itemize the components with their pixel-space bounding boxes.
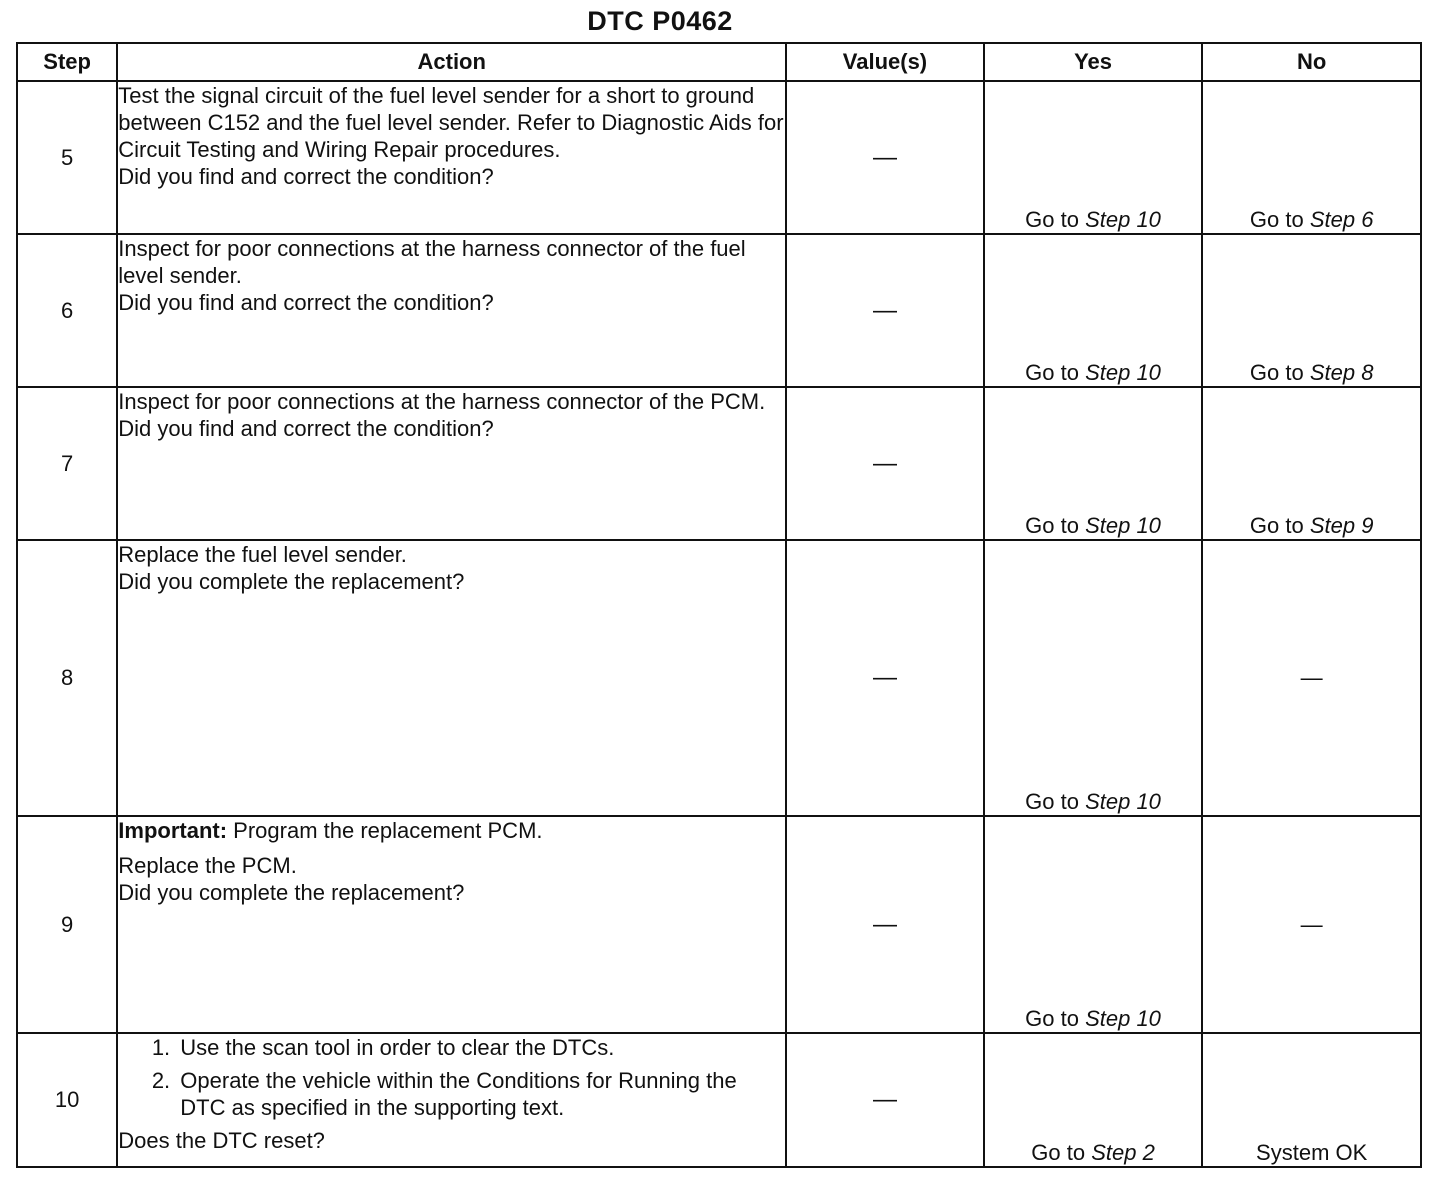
go-to-label: Go to <box>1025 789 1079 814</box>
action-text: Inspect for poor connections at the harness connector of the PCM. <box>118 389 766 414</box>
action-question: Did you find and correct the condition? <box>118 164 494 189</box>
table-row <box>17 816 1421 1033</box>
yes-cell <box>984 1033 1203 1167</box>
no-cell <box>1202 234 1421 387</box>
no-step-link: Step 8 <box>1309 360 1374 385</box>
table-row <box>17 1033 1421 1167</box>
no-cell <box>1202 81 1421 234</box>
step-number: 9 <box>17 816 117 1033</box>
action-text: Inspect for poor connections at the harness connector of the fuel level sender. <box>118 236 746 288</box>
action-question: Did you find and correct the condition? <box>118 416 494 441</box>
value-cell: — <box>786 234 984 387</box>
action-cell <box>117 1033 786 1167</box>
header-yes: Yes <box>984 43 1203 81</box>
yes-step-link: Step 10 <box>1085 789 1161 814</box>
table-row <box>17 387 1421 540</box>
step-number: 10 <box>17 1033 117 1167</box>
no-cell: — <box>1202 540 1421 816</box>
yes-cell <box>984 387 1203 540</box>
step-number: 6 <box>17 234 117 387</box>
no-step-link: Step 6 <box>1309 207 1374 232</box>
go-to-label: Go to <box>1025 360 1079 385</box>
header-no: No <box>1202 43 1421 81</box>
value-cell: — <box>786 387 984 540</box>
go-to-label: Go to <box>1025 207 1079 232</box>
action-question: Did you complete the replacement? <box>118 880 465 905</box>
go-to-label: Go to <box>1025 513 1079 538</box>
action-question: Did you find and correct the condition? <box>118 290 494 315</box>
value-cell: — <box>786 540 984 816</box>
action-cell <box>117 234 786 387</box>
list-item: 2. Operate the vehicle within the Conditions for Running the DTC as specified in the supporting text. <box>176 1067 785 1121</box>
action-question: Did you complete the replacement? <box>118 569 465 594</box>
yes-step-link: Step 10 <box>1085 513 1161 538</box>
action-cell <box>117 81 786 234</box>
action-text: Test the signal circuit of the fuel level sender for a short to ground between C152 and the fuel level sender. Refer to Diagnostic Aids for Circuit Testing and Wiring Repair procedures. <box>118 83 784 162</box>
action-text: Replace the PCM. <box>118 853 297 878</box>
go-to-label: Go to <box>1249 513 1304 538</box>
list-item: 1. Use the scan tool in order to clear the DTCs. <box>176 1034 785 1061</box>
yes-step-link: Step 2 <box>1091 1140 1155 1165</box>
go-to-label: Go to <box>1031 1140 1086 1165</box>
step-number: 8 <box>17 540 117 816</box>
no-cell <box>1202 387 1421 540</box>
no-step-link: Step 9 <box>1309 513 1374 538</box>
important-label: Important: <box>118 818 228 843</box>
value-cell: — <box>786 81 984 234</box>
header-step: Step <box>17 43 117 81</box>
yes-step-link: Step 10 <box>1085 1006 1161 1031</box>
no-cell: System OK <box>1202 1033 1421 1167</box>
important-note <box>118 817 785 844</box>
value-cell: — <box>786 816 984 1033</box>
step-number: 5 <box>17 81 117 234</box>
action-question: Does the DTC reset? <box>118 1128 325 1153</box>
go-to-label: Go to <box>1249 360 1304 385</box>
diagnostic-table <box>16 42 1422 1168</box>
yes-step-link: Step 10 <box>1085 360 1161 385</box>
step-number: 7 <box>17 387 117 540</box>
action-cell <box>117 387 786 540</box>
action-list <box>118 1034 785 1127</box>
action-cell <box>117 540 786 816</box>
page-title: DTC P0462 <box>587 6 733 36</box>
value-cell: — <box>786 1033 984 1167</box>
no-cell: — <box>1202 816 1421 1033</box>
go-to-label: Go to <box>1249 207 1304 232</box>
table-row <box>17 234 1421 387</box>
action-text: Replace the fuel level sender. <box>118 542 407 567</box>
action-cell <box>117 816 786 1033</box>
important-text: Program the replacement PCM. <box>227 818 543 843</box>
yes-step-link: Step 10 <box>1085 207 1161 232</box>
yes-cell <box>984 540 1203 816</box>
table-row <box>17 81 1421 234</box>
go-to-label: Go to <box>1025 1006 1079 1031</box>
yes-cell <box>984 234 1203 387</box>
yes-cell <box>984 81 1203 234</box>
header-action: Action <box>117 43 786 81</box>
table-header-row <box>17 43 1421 81</box>
yes-cell <box>984 816 1203 1033</box>
header-values: Value(s) <box>786 43 984 81</box>
table-row <box>17 540 1421 816</box>
